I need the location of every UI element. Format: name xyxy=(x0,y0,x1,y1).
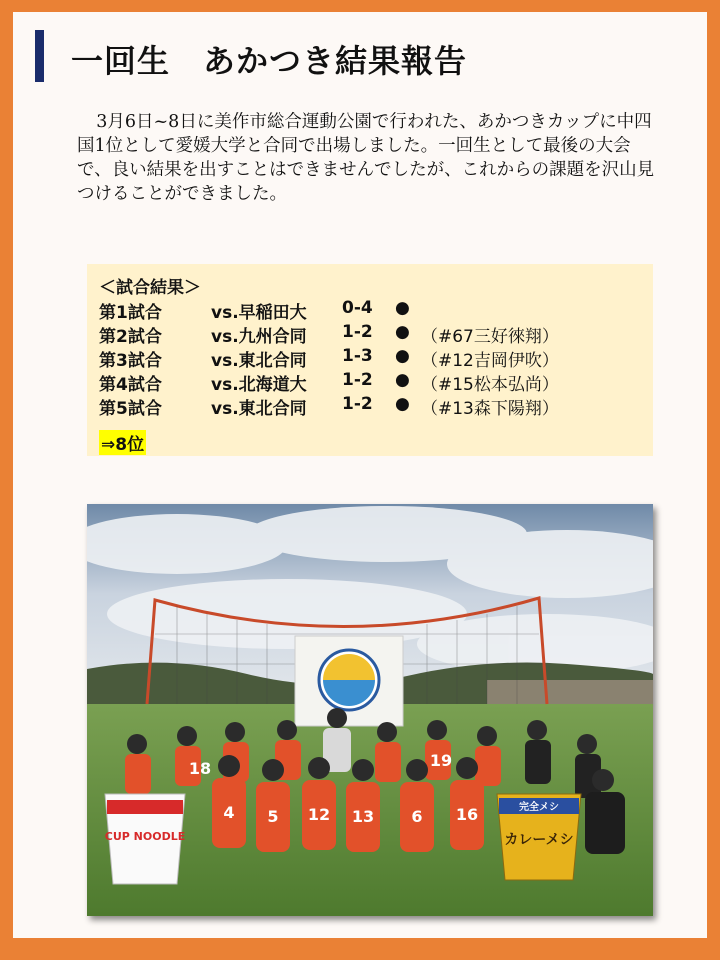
game-label: 第3試合 xyxy=(99,351,162,371)
loss-mark: ● xyxy=(395,370,410,390)
game-label: 第4試合 xyxy=(99,375,162,395)
scorer: （#15松本弘尚） xyxy=(421,375,559,395)
jersey-number: 12 xyxy=(307,805,331,824)
opponent: vs.東北合同 xyxy=(211,351,307,371)
jersey-number: 13 xyxy=(351,807,375,826)
final-rank: ⇒8位 xyxy=(99,430,146,455)
loss-mark: ● xyxy=(395,322,410,342)
loss-mark: ● xyxy=(395,394,410,414)
team-photo xyxy=(87,504,653,916)
curry-meshi-prop xyxy=(497,794,581,880)
score: 1-3 xyxy=(342,346,373,366)
opponent: vs.早稲田大 xyxy=(211,303,307,323)
jersey-number: 4 xyxy=(223,803,235,822)
cup-left-label: CUP NOODLE xyxy=(104,830,186,843)
cup-right-label: カレーメシ xyxy=(504,832,574,848)
cup-noodle-prop xyxy=(105,794,185,884)
results-heading: ＜試合結果＞ xyxy=(99,278,201,298)
stands xyxy=(487,680,653,704)
jersey-number: 16 xyxy=(455,805,479,824)
results-box xyxy=(87,264,653,456)
page xyxy=(13,12,707,938)
scorer: （#13森下陽翔） xyxy=(421,399,559,419)
page-title: 一回生 あかつき結果報告 xyxy=(71,42,468,80)
opponent: vs.九州合同 xyxy=(211,327,307,347)
cup-right-top-label: 完全メシ xyxy=(519,802,559,813)
game-label: 第5試合 xyxy=(99,399,162,419)
game-label: 第2試合 xyxy=(99,327,162,347)
score: 0-4 xyxy=(342,298,373,318)
score: 1-2 xyxy=(342,322,373,342)
jersey-number: 19 xyxy=(429,751,453,770)
scorer: （#67三好徠翔） xyxy=(421,327,559,347)
game-label: 第1試合 xyxy=(99,303,162,323)
opponent: vs.北海道大 xyxy=(211,375,307,395)
score: 1-2 xyxy=(342,370,373,390)
loss-mark: ● xyxy=(395,346,410,366)
intro-paragraph: 3月6日~8日に美作市総合運動公園で行われた、あかつきカップに中四国1位として愛媛大学と合同で出場しました。一回生として最後の大会で、良い結果を出すことはできませんでしたが、これからの課題を沢山見つけることができました。 xyxy=(77,112,655,204)
scorer: （#12吉岡伊吹） xyxy=(421,351,559,371)
loss-mark: ● xyxy=(395,298,410,318)
opponent: vs.東北合同 xyxy=(211,399,307,419)
jersey-number: 18 xyxy=(188,759,212,778)
jersey-number: 6 xyxy=(411,807,423,826)
jersey-number: 5 xyxy=(267,807,279,826)
score: 1-2 xyxy=(342,394,373,414)
title-accent-bar xyxy=(35,30,44,82)
